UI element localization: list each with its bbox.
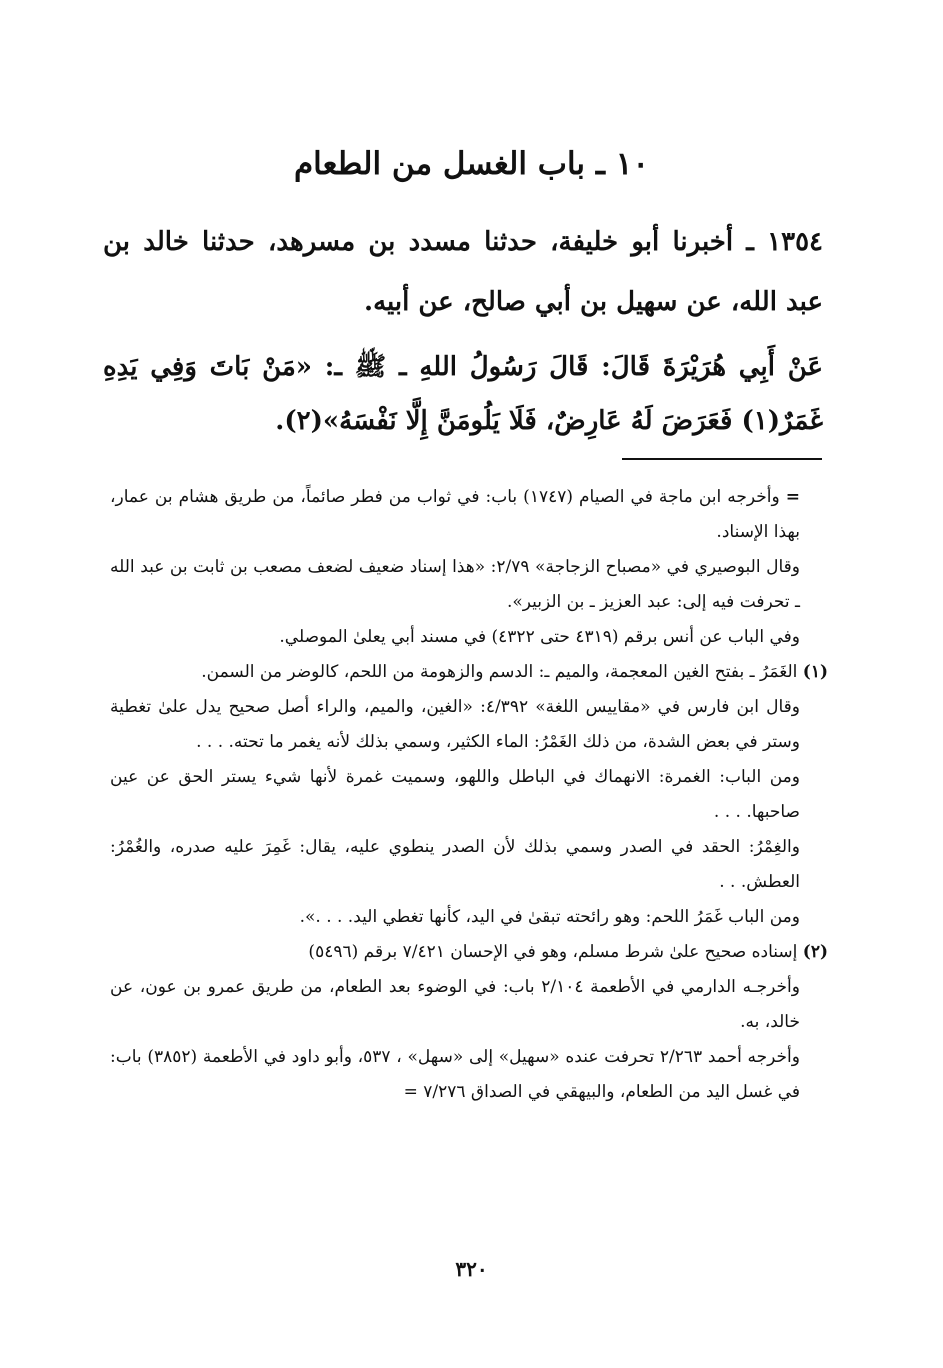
footnote-continuation [110, 480, 828, 550]
chapter-title: ١٠ ـ باب الغسل من الطعام [293, 146, 650, 182]
footnote-1 [110, 655, 828, 690]
footnote-paragraph: وأخرجه أحمد ٢/٢٦٣ تحرفت عنده «سهيل» إلى «سهل» ، ٥٣٧، وأبو داود في الأطعمة (٣٨٥٢) باب: في غسل اليد من الطعام، والبيهقي في الصداق ٧/٢٧٦ = [110, 1047, 800, 1102]
footnote-paragraph: وقال البوصيري في «مصباح الزجاجة» ٢/٧٩: «هذا إسناد ضعيف لضعف مصعب بن ثابت بن عبد الله ـ تحرفت فيه إلى: عبد العزيز ـ بن الزبير». [110, 557, 800, 612]
footnote-2-mark: (٢) [802, 942, 828, 962]
footnote-paragraph: ومن الباب: الغمرة: الانهماك في الباطل واللهو، وسميت غمرة لأنها شيء يستر الحق عن عين صاحبها. . . . [110, 767, 800, 822]
footnote-2 [110, 935, 828, 970]
hadith-matn: عَنْ أَبِي هُرَيْرَةَ قَالَ: قَالَ رَسُولُ اللهِ ـ ﷺ ـ: «مَنْ بَاتَ وَفِي يَدِهِ غَمَرٌ(١) فَعَرَضَ لَهُ عَارِضٌ، فَلَا يَلُومَنَّ إِلَّا نَفْسَهُ»(٢). [103, 352, 823, 436]
main-text [103, 212, 823, 448]
footnotes [110, 480, 828, 1110]
footnote-paragraph: وفي الباب عن أنس برقم (٤٣١٩ حتى ٤٣٢٢) في مسند أبي يعلىٰ الموصلي. [279, 627, 800, 647]
footnote-paragraph: والغِمْرُ: الحقد في الصدر وسمي بذلك لأن الصدر ينطوي عليه، يقال: غَمِرَ عليه صدره، والغُمْرُ: العطش. . . [110, 837, 800, 892]
footnote-text: إسناده صحيح علىٰ شرط مسلم، وهو في الإحسان ٧/٤٢١ برقم (٥٤٩٦) [308, 942, 798, 962]
continuation-mark: = [785, 487, 800, 507]
footnote-text: الغَمَرُ ـ بفتح الغين المعجمة، والميم ـ: الدسم والزهومة من اللحم، كالوضر من السمن. [201, 662, 798, 682]
footnote-paragraph: وأخرجـه الدارمي في الأطعمة ٢/١٠٤ باب: في الوضوء بعد الطعام، من طريق عمرو بن عون، عن خالد، به. [110, 977, 800, 1032]
footnote-paragraph: ومن الباب غَمَرُ اللحم: وهو رائحته تبقىٰ في اليد، كأنها تغطي اليد. . . .». [299, 907, 800, 927]
page-number: ٣٢٠ [455, 1257, 488, 1281]
hadith-isnad: ١٣٥٤ ـ أخبرنا أبو خليفة، حدثنا مسدد بن مسرهد، حدثنا خالد بن عبد الله، عن سهيل بن أبي صالح، عن أبيه. [103, 227, 823, 317]
footnote-separator [622, 458, 822, 460]
footnote-1-mark: (١) [802, 662, 828, 682]
footnote-paragraph: وقال ابن فارس في «مقاييس اللغة» ٤/٣٩٢: «الغين، والميم، والراء أصل صحيح يدل علىٰ تغطية وستر في بعض الشدة، من ذلك الغَمْرُ: الماء الكثير، وسمي بذلك لأنه يغمر ما تحته. . . . [110, 697, 800, 752]
footnote-text: وأخرجه ابن ماجة في الصيام (١٧٤٧) باب: في ثواب من فطر صائماً، من طريق هشام بن عمار، بهذا الإسناد. [110, 487, 800, 542]
